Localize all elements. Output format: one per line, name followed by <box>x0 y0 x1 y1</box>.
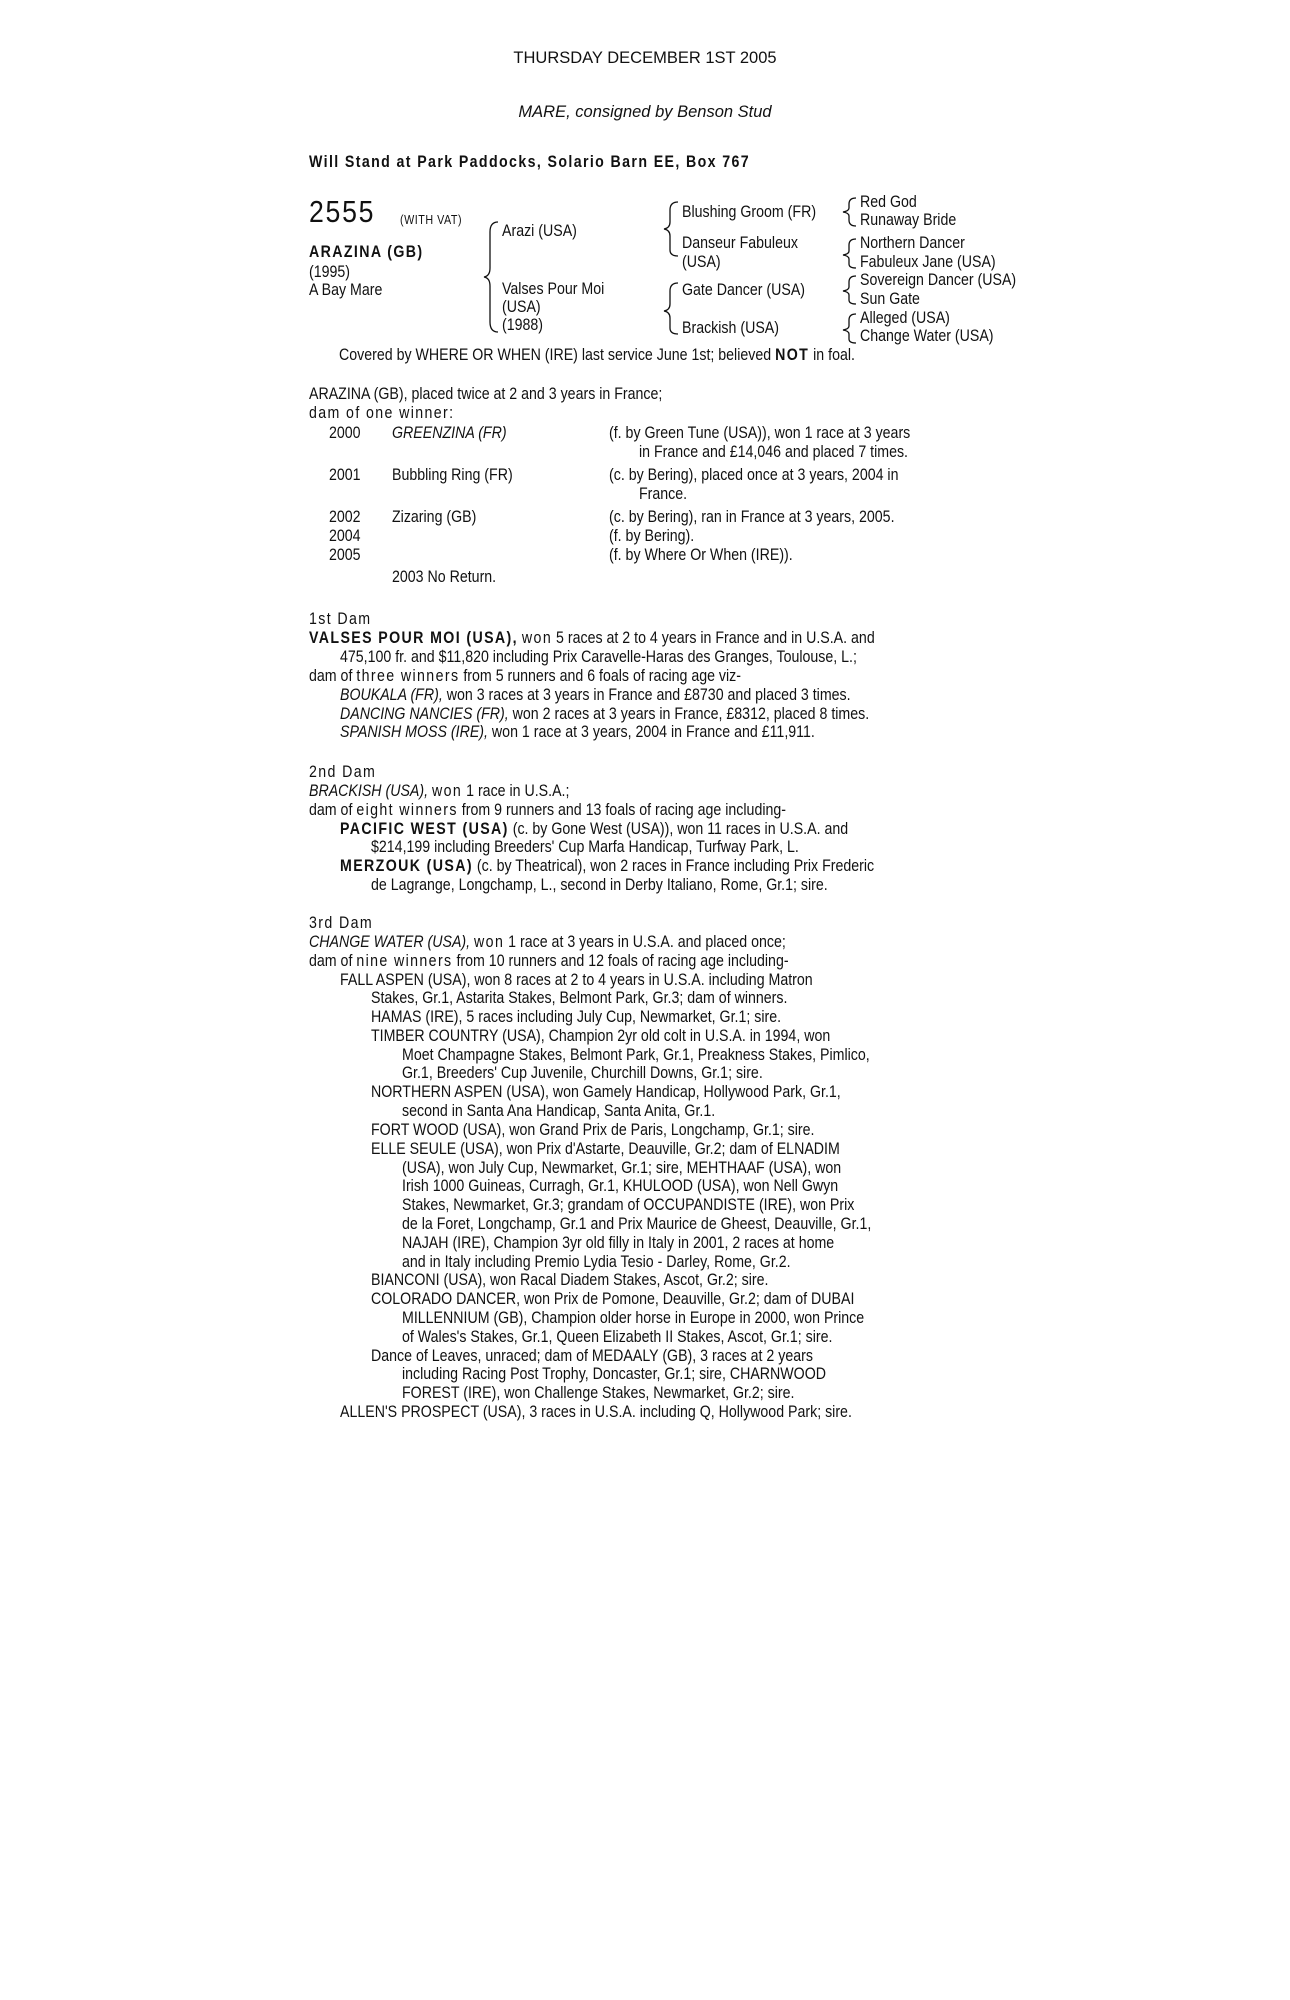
pedigree-gen3-3: Northern Dancer <box>860 234 965 252</box>
second-dam-line <box>309 800 786 820</box>
covered-not: NOT <box>775 346 810 364</box>
produce-detail: (c. by Bering), placed once at 3 years, 2004 in <box>609 466 899 484</box>
second-dam-text: from 9 runners and 13 foals of racing age including- <box>461 801 787 819</box>
horse-description: A Bay Mare <box>309 281 383 299</box>
pedigree-sire-dam-line1: Danseur Fabuleux <box>682 234 798 252</box>
dam-of-text: dam of <box>309 667 353 685</box>
third-dam-produce-line: Stakes, Newmarket, Gr.3; grandam of OCCUPANDISTE (IRE), won Prix <box>402 1196 855 1214</box>
third-dam-produce-line: COLORADO DANCER, won Prix de Pomone, Deauville, Gr.2; dam of DUBAI <box>371 1290 855 1308</box>
first-dam-line <box>309 666 741 686</box>
produce-name: SPANISH MOSS (IRE), <box>340 723 488 741</box>
first-dam-text: from 5 runners and 6 foals of racing age viz- <box>463 667 742 685</box>
third-dam-produce-line: Stakes, Gr.1, Astarita Stakes, Belmont Park, Gr.3; dam of winners. <box>371 989 788 1007</box>
third-dam-name: CHANGE WATER (USA), <box>309 933 471 951</box>
horse-name: ARAZINA (GB) <box>309 243 424 261</box>
third-dam-produce-line: FOREST (IRE), won Challenge Stakes, Newmarket, Gr.2; sire. <box>402 1384 795 1402</box>
produce-name: Zizaring (GB) <box>392 508 477 526</box>
third-dam-produce-line: NAJAH (IRE), Champion 3yr old filly in Italy in 2001, 2 races at home <box>402 1234 835 1252</box>
third-dam-produce-line: HAMAS (IRE), 5 races including July Cup, Newmarket, Gr.1; sire. <box>371 1008 782 1026</box>
second-dam-text: 1 race in U.S.A.; <box>466 782 570 800</box>
produce-detail: (c. by Gone West (USA)), won 11 races in U.S.A. and <box>512 820 849 838</box>
pedigree-gen3-8: Change Water (USA) <box>860 327 994 345</box>
consignment-line: MARE, consigned by Benson Stud <box>518 103 772 121</box>
produce-detail: (c. by Bering), ran in France at 3 years, 2005. <box>609 508 895 526</box>
third-dam-produce-line: BIANCONI (USA), won Racal Diadem Stakes, Ascot, Gr.2; sire. <box>371 1271 769 1289</box>
no-return-note: 2003 No Return. <box>392 568 497 586</box>
dam-of-text: dam of <box>309 952 353 970</box>
third-dam-produce-line: MILLENNIUM (GB), Champion older horse in Europe in 2000, won Prince <box>402 1309 865 1327</box>
produce-year: 2004 <box>329 527 361 545</box>
third-dam-produce-line: ELLE SEULE (USA), won Prix d'Astarte, Deauville, Gr.2; dam of ELNADIM <box>371 1140 840 1158</box>
produce-detail: France. <box>639 485 688 503</box>
pedigree-dam-line3: (1988) <box>502 316 544 334</box>
pedigree-gen3-6: Sun Gate <box>860 290 920 308</box>
dam-of-text: dam of <box>309 801 353 819</box>
pedigree-gen3-1: Red God <box>860 193 917 211</box>
first-dam-produce <box>340 704 869 724</box>
third-dam-line <box>309 932 786 952</box>
vat-note: (WITH VAT) <box>400 213 463 227</box>
third-dam-line <box>309 951 789 971</box>
pedigree-dam-line1: Valses Pour Moi <box>502 280 605 298</box>
produce-detail: (f. by Green Tune (USA)), won 1 race at 3 years <box>609 424 911 442</box>
produce-detail: won 3 races at 3 years in France and £8730 and placed 3 times. <box>446 686 851 704</box>
third-dam-produce-line: of Wales's Stakes, Gr.1, Queen Elizabeth II Stakes, Ascot, Gr.1; sire. <box>402 1328 833 1346</box>
sale-date: THURSDAY DECEMBER 1ST 2005 <box>513 49 777 67</box>
horse-year: (1995) <box>309 263 351 281</box>
second-dam-line <box>309 781 569 801</box>
second-dam-produce <box>340 856 874 876</box>
third-dam-produce-line: FORT WOOD (USA), won Grand Prix de Paris, Longchamp, Gr.1; sire. <box>371 1121 815 1139</box>
pedigree-dam-line2: (USA) <box>502 298 541 316</box>
produce-detail: won 1 race at 3 years, 2004 in France and £11,911. <box>491 723 815 741</box>
produce-detail: (c. by Theatrical), won 2 races in France including Prix Frederic <box>476 857 875 875</box>
pedigree-dam-dam: Brackish (USA) <box>682 319 779 337</box>
produce-name: Bubbling Ring (FR) <box>392 466 513 484</box>
pedigree-gen3-7: Alleged (USA) <box>860 309 950 327</box>
third-dam-produce-line: TIMBER COUNTRY (USA), Champion 2yr old colt in U.S.A. in 1994, won <box>371 1027 831 1045</box>
produce-year: 2001 <box>329 466 361 484</box>
produce-detail: (f. by Bering). <box>609 527 695 545</box>
covered-line <box>339 345 855 365</box>
produce-name: DANCING NANCIES (FR), <box>340 705 509 723</box>
third-dam-produce-line: Irish 1000 Guineas, Curragh, Gr.1, KHULOOD (USA), won Nell Gwyn <box>402 1177 839 1195</box>
produce-year: 2000 <box>329 424 361 442</box>
third-dam-text: 1 race at 3 years in U.S.A. and placed once; <box>508 933 786 951</box>
third-dam-produce-line: ALLEN'S PROSPECT (USA), 3 races in U.S.A. including Q, Hollywood Park; sire. <box>340 1403 852 1421</box>
pedigree-gen3-2: Runaway Bride <box>860 211 957 229</box>
mare-produce-summary: dam of one winner: <box>309 404 455 422</box>
first-dam-line: 475,100 fr. and $11,820 including Prix Caravelle-Haras des Granges, Toulouse, L.; <box>340 648 857 666</box>
winners-count: nine winners <box>356 952 453 970</box>
third-dam-produce-line: FALL ASPEN (USA), won 8 races at 2 to 4 years in U.S.A. including Matron <box>340 971 813 989</box>
lot-number: 2555 <box>309 194 376 229</box>
mare-record: ARAZINA (GB), placed twice at 2 and 3 years in France; <box>309 385 663 403</box>
produce-name: BOUKALA (FR), <box>340 686 443 704</box>
third-dam-produce-line: Gr.1, Breeders' Cup Juvenile, Churchill Downs, Gr.1; sire. <box>402 1064 763 1082</box>
first-dam-name: VALSES POUR MOI (USA), <box>309 629 518 647</box>
third-dam-produce-line: de la Foret, Longchamp, Gr.1 and Prix Maurice de Gheest, Deauville, Gr.1, <box>402 1215 872 1233</box>
third-dam-produce-line: NORTHERN ASPEN (USA), won Gamely Handicap, Hollywood Park, Gr.1, <box>371 1083 841 1101</box>
pedigree-sire-sire: Blushing Groom (FR) <box>682 203 817 221</box>
third-dam-produce-line: Dance of Leaves, unraced; dam of MEDAALY (GB), 3 races at 2 years <box>371 1347 813 1365</box>
produce-year: 2005 <box>329 546 361 564</box>
second-dam-produce <box>340 819 848 839</box>
winners-count: three winners <box>356 667 460 685</box>
first-dam-line <box>309 628 875 648</box>
pedigree-sire: Arazi (USA) <box>502 222 577 240</box>
produce-detail: (f. by Where Or When (IRE)). <box>609 546 793 564</box>
third-dam-heading: 3rd Dam <box>309 914 374 932</box>
produce-name: GREENZINA (FR) <box>392 424 507 442</box>
produce-detail: won 2 races at 3 years in France, £8312, placed 8 times. <box>512 705 870 723</box>
stand-location: Will Stand at Park Paddocks, Solario Barn EE, Box 767 <box>309 153 751 171</box>
pedigree-gen3-5: Sovereign Dancer (USA) <box>860 271 1017 289</box>
first-dam-text: 5 races at 2 to 4 years in France and in U.S.A. and <box>556 629 875 647</box>
third-dam-produce-line: and in Italy including Premio Lydia Tesio - Darley, Rome, Gr.2. <box>402 1253 791 1271</box>
pedigree-sire-dam-line2: (USA) <box>682 253 721 271</box>
second-dam-heading: 2nd Dam <box>309 763 377 781</box>
third-dam-produce-line: Moet Champagne Stakes, Belmont Park, Gr.1, Preakness Stakes, Pimlico, <box>402 1046 870 1064</box>
produce-year: 2002 <box>329 508 361 526</box>
first-dam-heading: 1st Dam <box>309 610 372 628</box>
covered-tail: in foal. <box>813 346 855 364</box>
produce-name: MERZOUK (USA) <box>340 857 473 875</box>
third-dam-produce-line: second in Santa Ana Handicap, Santa Anita, Gr.1. <box>402 1102 716 1120</box>
third-dam-produce-line: (USA), won July Cup, Newmarket, Gr.1; sire, MEHTHAAF (USA), won <box>402 1159 842 1177</box>
won-word: won <box>521 629 553 647</box>
third-dam-produce-line: including Racing Post Trophy, Doncaster, Gr.1; sire, CHARNWOOD <box>402 1365 827 1383</box>
won-word: won <box>432 782 463 800</box>
third-dam-text: from 10 runners and 12 foals of racing age including- <box>456 952 789 970</box>
second-dam-produce: $214,199 including Breeders' Cup Marfa Handicap, Turfway Park, L. <box>371 838 799 856</box>
first-dam-produce <box>340 722 815 742</box>
produce-name: PACIFIC WEST (USA) <box>340 820 509 838</box>
covered-text: Covered by WHERE OR WHEN (IRE) last service June 1st; believed <box>339 346 772 364</box>
pedigree-gen3-4: Fabuleux Jane (USA) <box>860 253 996 271</box>
produce-detail: in France and £14,046 and placed 7 times. <box>639 443 909 461</box>
second-dam-name: BRACKISH (USA), <box>309 782 429 800</box>
second-dam-produce: de Lagrange, Longchamp, L., second in Derby Italiano, Rome, Gr.1; sire. <box>371 876 828 894</box>
pedigree-dam-sire: Gate Dancer (USA) <box>682 281 806 299</box>
winners-count: eight winners <box>356 801 458 819</box>
won-word: won <box>474 933 505 951</box>
first-dam-produce <box>340 685 851 705</box>
